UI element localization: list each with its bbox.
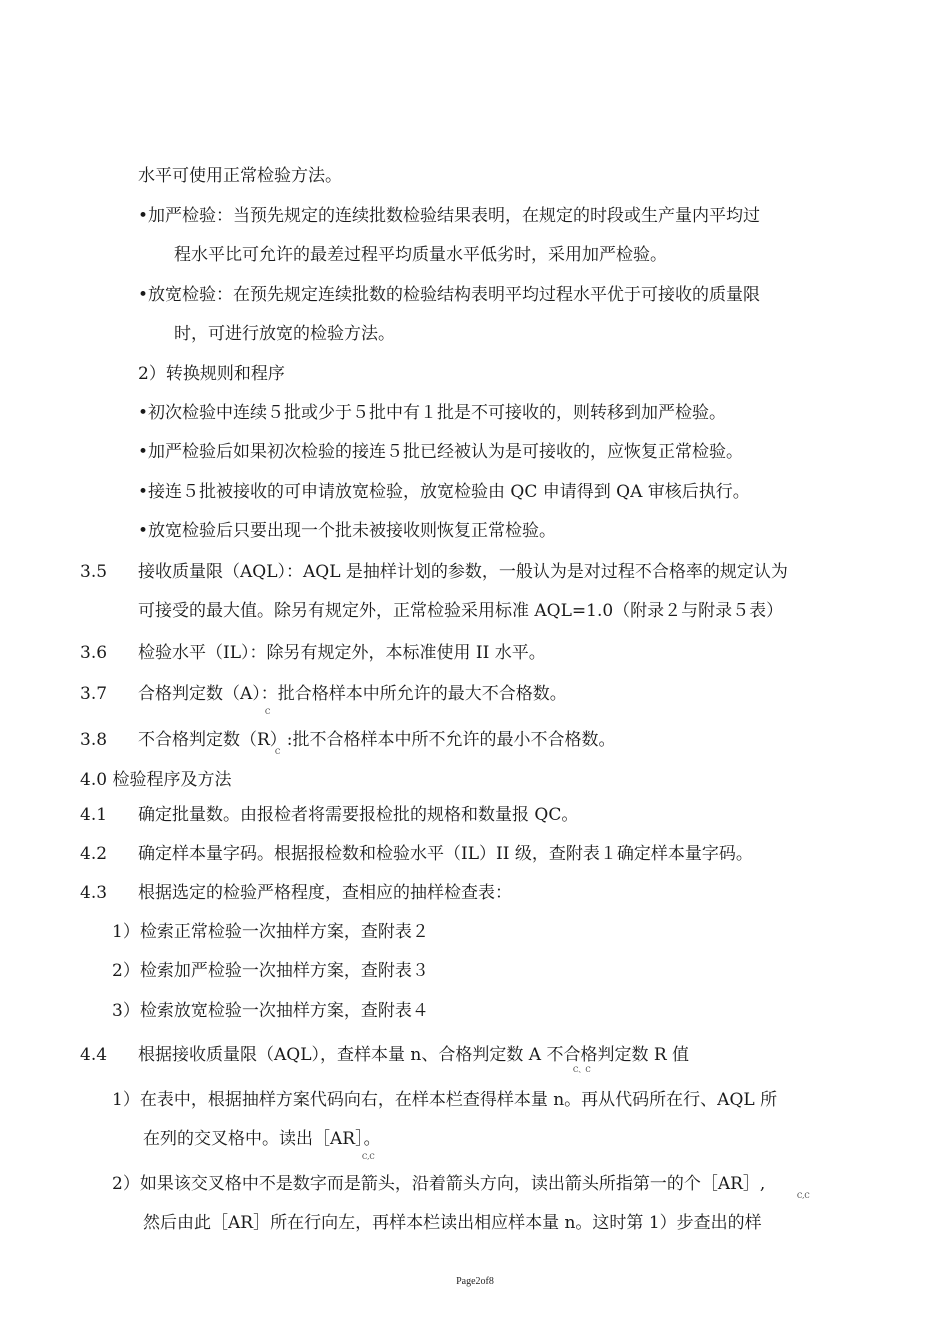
section-number: 3.5	[80, 562, 108, 582]
section-number: 4.3	[80, 883, 108, 903]
list-item: 2）如果该交叉格中不是数字而是箭头，沿着箭头方向，读出箭头所指第一的个［AR］,	[112, 1174, 766, 1194]
page-footer: Page2of8	[456, 1276, 494, 1287]
bullet-item: •加严检验：当预先规定的连续批数检验结果表明，在规定的时段或生产量内平均过	[138, 206, 761, 226]
section-number: 4.4	[80, 1045, 108, 1065]
list-item: 2）检索加严检验一次抽样方案，查附表３	[112, 961, 429, 981]
subscript: C,C	[797, 1192, 810, 1200]
section-number: 4.2	[80, 844, 108, 864]
bullet-item: •初次检验中连续５批或少于５批中有１批是不可接收的，则转移到加严检验。	[138, 403, 727, 423]
section-number: 4.1	[80, 805, 108, 825]
section-text: 不合格判定数（R）:批不合格样本中所不允许的最小不合格数。	[138, 730, 616, 750]
text-line: 然后由此［AR］所在行向左，再样本栏读出相应样本量 n。这时第 1）步查出的样	[143, 1213, 762, 1233]
subscript: C	[275, 748, 281, 756]
section-text: 根据接收质量限（AQL），查样本量 n、合格判定数 A 不合格判定数 R 值	[138, 1045, 690, 1065]
text-line: 可接受的最大值。除另有规定外，正常检验采用标准 AQL=1.0（附录２与附录５表）	[138, 601, 784, 621]
list-item: 3）检索放宽检验一次抽样方案，查附表４	[112, 1001, 429, 1021]
text-line: 在列的交叉格中。读出［AR］。	[143, 1129, 381, 1149]
section-number: 3.8	[80, 730, 108, 750]
section-text: 确定批量数。由报检者将需要报检批的规格和数量报 QC。	[138, 805, 579, 825]
bullet-item: •加严检验后如果初次检验的接连５批已经被认为是可接收的，应恢复正常检验。	[138, 442, 744, 462]
bullet-item: •放宽检验后只要出现一个批未被接收则恢复正常检验。	[138, 521, 557, 541]
text-line: 程水平比可允许的最差过程平均质量水平低劣时，采用加严检验。	[174, 245, 667, 265]
subscript: C、C	[573, 1066, 591, 1074]
subheading: 2）转换规则和程序	[138, 364, 285, 384]
text-line: 时，可进行放宽的检验方法。	[174, 324, 395, 344]
section-text: 合格判定数（A）：批合格样本中所允许的最大不合格数。	[138, 684, 567, 704]
subscript: C,C	[362, 1153, 375, 1161]
bullet-item: •放宽检验：在预先规定连续批数的检验结构表明平均过程水平优于可接收的质量限	[138, 285, 761, 305]
bullet-item: •接连５批被接收的可申请放宽检验，放宽检验由 QC 申请得到 QA 审核后执行。	[138, 482, 750, 502]
section-number: 3.6	[80, 643, 108, 663]
section-text: 检验水平（IL）：除另有规定外，本标准使用 II 水平。	[138, 643, 546, 663]
list-item: 1）检索正常检验一次抽样方案，查附表２	[112, 922, 429, 942]
list-item: 1）在表中，根据抽样方案代码向右，在样本栏查得样本量 n。再从代码所在行、AQL 所	[112, 1090, 778, 1110]
section-number: 3.7	[80, 684, 108, 704]
section-heading: 4.0 检验程序及方法	[80, 770, 232, 790]
section-text: 接收质量限（AQL）：AQL 是抽样计划的参数，一般认为是对过程不合格率的规定认为	[138, 562, 788, 582]
section-text: 确定样本量字码。根据报检数和检验水平（IL）II 级，查附表１确定样本量字码。	[138, 844, 753, 864]
subscript: C	[265, 708, 271, 716]
text-line: 水平可使用正常检验方法。	[138, 166, 342, 186]
section-text: 根据选定的检验严格程度，查相应的抽样检查表：	[138, 883, 512, 903]
